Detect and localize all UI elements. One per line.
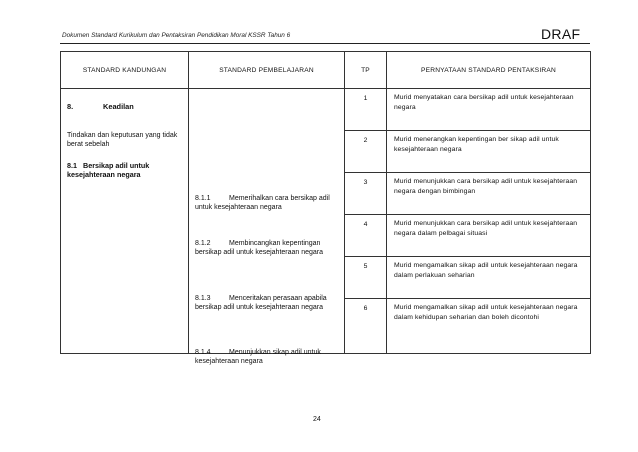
tp-value: 3	[363, 179, 368, 186]
kandungan-title	[67, 102, 134, 111]
column-header-tp: TP	[345, 52, 387, 89]
tp-value: 4	[363, 221, 368, 228]
pernyataan-text: Murid mengamalkan sikap adil untuk kesejahteraan negara dalam perlakuan seharian	[394, 262, 578, 279]
pernyataan-text: Murid mengamalkan sikap adil untuk kesejahteraan negara dalam kehidupan seharian dan boleh dicontohi	[394, 304, 578, 321]
tp-value: 2	[363, 137, 368, 144]
pernyataan-cell	[387, 173, 591, 215]
pembelajaran-item	[195, 194, 335, 212]
assessment-table	[60, 51, 591, 365]
pembelajaran-text: Menunjukkan sikap adil untuk kesejahteraan negara	[195, 349, 321, 365]
draft-label: DRAF	[541, 26, 581, 42]
pembelajaran-text: Memerihalkan cara bersikap adil untuk kesejahteraan negara	[195, 195, 330, 211]
pembelajaran-code: 8.1.4	[195, 349, 211, 356]
pembelajaran-item	[195, 348, 335, 366]
table-header-row	[61, 52, 591, 89]
pernyataan-text: Murid menyatakan cara bersikap adil untuk kesejahteraan negara	[394, 94, 574, 111]
pernyataan-cell	[387, 299, 591, 354]
document-title: Dokumen Standard Kurikulum dan Pentaksiran Pendidikan Moral KSSR Tahun 6	[62, 32, 291, 39]
pernyataan-text: Murid menunjukkan cara bersikap adil untuk kesejahteraan negara dalam pelbagai situasi	[394, 220, 578, 237]
tp-cell	[345, 173, 387, 215]
kandungan-sub-number: 8.1	[67, 161, 77, 170]
pernyataan-cell	[387, 257, 591, 299]
pernyataan-text: Murid menerangkan kepentingan ber sikap adil untuk kesejahteraan negara	[394, 136, 559, 153]
tp-cell	[345, 257, 387, 299]
column-header-pernyataan: PERNYATAAN STANDARD PENTAKSIRAN	[387, 52, 591, 89]
pernyataan-text: Murid menunjukkan cara bersikap adil untuk kesejahteraan negara dengan bimbingan	[394, 178, 578, 195]
pembelajaran-text: Membincangkan kepentingan bersikap adil untuk kesejahteraan negara	[195, 240, 324, 256]
standard-pembelajaran-cell	[189, 89, 345, 365]
pembelajaran-item	[195, 239, 335, 257]
pernyataan-cell	[387, 131, 591, 173]
tp-cell	[345, 131, 387, 173]
header-divider	[60, 43, 590, 44]
tp-cell	[345, 89, 387, 131]
standard-kandungan-cell	[61, 89, 189, 354]
pembelajaran-text: Menceritakan perasaan apabila bersikap adil untuk kesejahteraan negara	[195, 295, 327, 311]
kandungan-sub-title: Bersikap adil untuk kesejahteraan negara	[67, 161, 150, 180]
pernyataan-cell	[387, 215, 591, 257]
kandungan-subtitle	[67, 161, 189, 179]
kandungan-title-text: Keadilan	[103, 102, 134, 111]
column-header-standard-kandungan: STANDARD KANDUNGAN	[61, 52, 189, 89]
tp-value: 5	[363, 263, 368, 270]
tp-value: 1	[363, 95, 368, 102]
kandungan-description: Tindakan dan keputusan yang tidak berat sebelah	[67, 132, 178, 148]
pernyataan-cell	[387, 89, 591, 131]
tp-cell	[345, 215, 387, 257]
pembelajaran-code: 8.1.1	[195, 195, 211, 202]
page-number: 24	[313, 416, 321, 423]
table-row	[61, 89, 591, 131]
tp-value: 6	[363, 305, 368, 312]
pembelajaran-code: 8.1.3	[195, 295, 211, 302]
pembelajaran-code: 8.1.2	[195, 240, 211, 247]
column-header-standard-pembelajaran: STANDARD PEMBELAJARAN	[189, 52, 345, 89]
tp-cell	[345, 299, 387, 354]
kandungan-number: 8.	[67, 102, 74, 111]
pembelajaran-item	[195, 294, 335, 312]
